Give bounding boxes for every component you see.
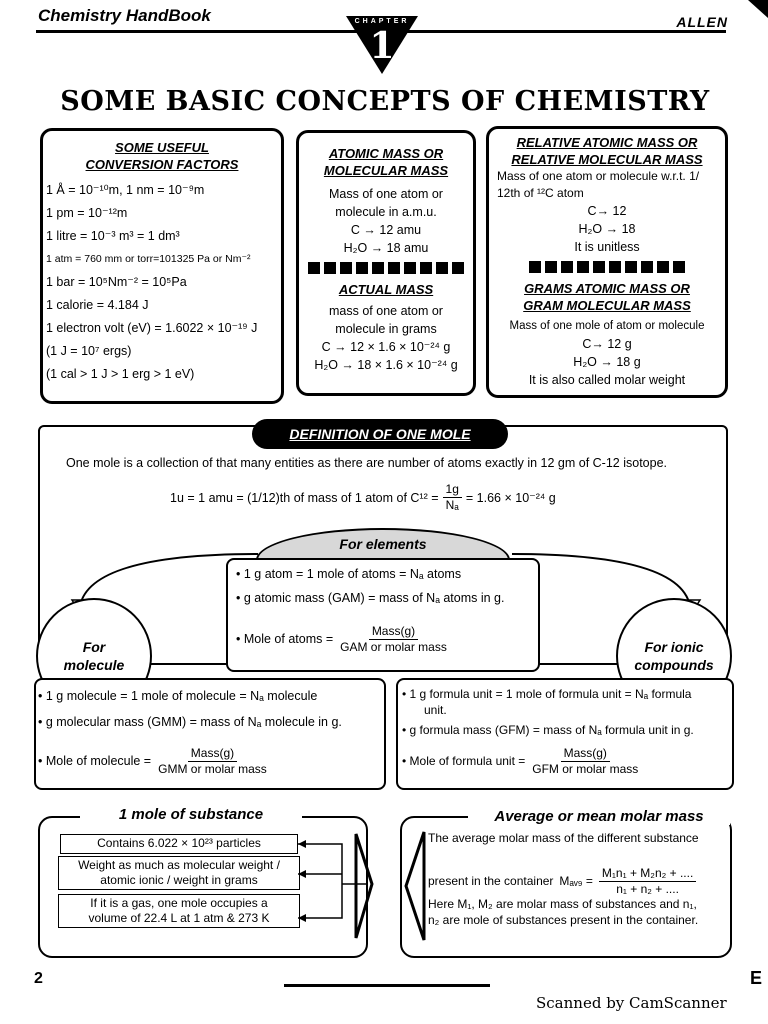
conversion-line: 1 litre = 10⁻³ m³ = 1 dm³ [46, 229, 180, 243]
molecule-bullet-1: • 1 g molecule = 1 mole of molecule = Nₐ molecule [38, 689, 318, 703]
molecule-fraction [155, 746, 270, 777]
average-formula [428, 866, 696, 897]
elements-bullet-2: • g atomic mass (GAM) = mass of Nₐ atoms in g. [236, 591, 505, 605]
conversion-line: (1 J = 10⁷ ergs) [46, 344, 132, 358]
ionic-numerator: Mass(g) [561, 746, 610, 762]
actual-mass-line: H₂O → 18 × 1.6 × 10⁻²⁴ g [314, 358, 458, 372]
definition-text: One mole is a collection of that many entities as there are number of atoms exactly in 12 gm of C-12 isotope. [66, 456, 667, 470]
substance-title: 1 mole of substance [80, 806, 302, 823]
average-line-2: present in the container [428, 874, 554, 888]
formula-right: = 1.66 × 10⁻²⁴ g [465, 491, 556, 505]
grams-heading-1: GRAMS ATOMIC MASS OR [524, 281, 690, 296]
margin-letter: E [749, 968, 762, 988]
substance-fact-2a: Weight as much as molecular weight / [78, 858, 280, 872]
scanner-watermark: Scanned by CamScanner [536, 994, 727, 1012]
conversion-line: 1 calorie = 4.184 J [46, 298, 149, 312]
ionic-bullet-1-cont: unit. [424, 703, 447, 717]
ionic-circle-line-1: For ionic [644, 639, 704, 655]
atomic-mass-heading-1: ATOMIC MASS OR [328, 146, 444, 161]
molecule-numerator: Mass(g) [188, 746, 237, 762]
conversion-heading-1: SOME USEFUL [115, 140, 209, 155]
elements-mole-label: • Mole of atoms = [236, 632, 334, 646]
ionic-bullet-2: • g formula mass (GFM) = mass of Nₐ formula unit in g. [402, 723, 694, 737]
ionic-denominator: GFM or molar mass [532, 762, 639, 776]
relative-heading-1: RELATIVE ATOMIC MASS OR [516, 135, 698, 150]
grams-line: H₂O → 18 g [573, 355, 641, 369]
handbook-title: Chemistry HandBook [38, 6, 211, 25]
average-line-4: n₂ are mole of substances present in the container. [428, 913, 699, 927]
formula-numerator: 1g [443, 482, 462, 498]
elements-denominator: GAM or molar mass [340, 640, 447, 654]
grams-line: Mass of one mole of atom or molecule [509, 320, 705, 332]
atomic-mass-box [296, 130, 476, 396]
average-line-3: Here M₁, M₂ are molar mass of substances and n₁, [428, 897, 697, 911]
actual-mass-line: mass of one atom or [329, 304, 443, 318]
conversion-line: 1 atm = 760 mm or torr=101325 Pa or Nm⁻² [46, 253, 251, 265]
chapter-number: 1 [369, 25, 395, 67]
relative-intro-1: Mass of one atom or molecule w.r.t. 1/ [497, 169, 700, 183]
substance-fact-3a: If it is a gas, one mole occupies a [90, 896, 268, 910]
ionic-box [396, 678, 734, 790]
elements-fraction [337, 624, 450, 655]
formula-left: 1u = 1 amu = (1/12)th of mass of 1 atom of C¹² = [170, 490, 439, 505]
conversion-line: 1 bar = 10⁵Nm⁻² = 10⁵Pa [46, 275, 187, 289]
elements-box [226, 558, 540, 672]
elements-title: For elements [339, 536, 427, 552]
substance-fact-2 [58, 856, 300, 890]
page-title: SOME BASIC CONCEPTS OF CHEMISTRY [60, 86, 710, 117]
conversion-factors-box [40, 128, 284, 404]
average-fraction [599, 866, 696, 897]
relative-heading-2: RELATIVE MOLECULAR MASS [511, 152, 703, 167]
ionic-fraction [529, 746, 641, 777]
actual-mass-line: molecule in grams [335, 322, 437, 336]
molecule-circle-line-1: For [82, 639, 106, 655]
atomic-mass-line: molecule in a.m.u. [335, 205, 437, 219]
formula-denominator: Nₐ [445, 498, 459, 512]
bottom-rule [284, 984, 490, 987]
formula-fraction [443, 482, 462, 513]
relative-line: C→ 12 [587, 204, 627, 218]
substance-fact-2b: atomic ionic / weight in grams [100, 873, 258, 887]
substance-fact-3 [58, 894, 300, 928]
average-m-label: Mₐᵥ₉ = [559, 874, 593, 888]
elements-bullet-3 [236, 624, 450, 655]
definition-banner: DEFINITION OF ONE MOLE [252, 419, 508, 449]
substance-fact-1: Contains 6.022 × 10²³ particles [60, 834, 298, 854]
actual-mass-line: C → 12 × 1.6 × 10⁻²⁴ g [321, 340, 451, 354]
divider-squares [299, 262, 473, 274]
conversion-heading-2: CONVERSION FACTORS [85, 157, 239, 172]
relative-intro-2: 12th of ¹²C atom [497, 186, 584, 200]
average-title: Average or mean molar mass [468, 808, 730, 825]
corner-mark [742, 0, 768, 18]
atomic-mass-line: H₂O → 18 amu [343, 241, 429, 255]
grams-heading-2: GRAM MOLECULAR MASS [523, 298, 691, 313]
molecule-bullet-2: • g molecular mass (GMM) = mass of Nₐ molecule in g. [38, 715, 342, 729]
atomic-mass-line: C → 12 amu [350, 223, 422, 237]
grams-line: It is also called molar weight [528, 373, 686, 387]
conversion-line: 1 electron volt (eV) = 1.6022 × 10⁻¹⁹ J [46, 321, 258, 335]
elements-numerator: Mass(g) [369, 624, 418, 640]
conversion-line: 1 Å = 10⁻¹⁰m, 1 nm = 10⁻⁹m [46, 183, 205, 197]
amu-formula [170, 482, 556, 513]
grams-line: C→ 12 g [582, 337, 632, 351]
molecule-denominator: GMM or molar mass [158, 762, 267, 776]
substance-arrows [298, 826, 378, 946]
ionic-bullet-1: • 1 g formula unit = 1 mole of formula unit = Nₐ formula [402, 687, 692, 701]
relative-mass-box [486, 126, 728, 398]
divider-squares [489, 261, 725, 273]
average-denominator: n₁ + n₂ + .... [616, 882, 679, 896]
page-number: 2 [34, 970, 43, 987]
molecule-bullet-3 [38, 746, 270, 777]
atomic-mass-heading-2: MOLECULAR MASS [323, 163, 449, 178]
ionic-circle-line-2: compounds [634, 657, 714, 673]
molecule-circle-line-2: molecule [63, 657, 125, 673]
brand-logo: ALLEN [676, 14, 728, 30]
molecule-box [34, 678, 386, 790]
ionic-mole-label: • Mole of formula unit = [402, 754, 526, 768]
relative-line: H₂O → 18 [578, 222, 636, 236]
conversion-line: (1 cal > 1 J > 1 erg > 1 eV) [46, 367, 195, 381]
average-line-1: The average molar mass of the different substance [428, 831, 699, 845]
elements-bullet-1: • 1 g atom = 1 mole of atoms = Nₐ atoms [236, 567, 462, 581]
molecule-mole-label: • Mole of molecule = [38, 754, 152, 768]
conversion-line: 1 pm = 10⁻¹²m [46, 206, 128, 220]
chapter-label: CHAPTER [354, 18, 410, 25]
atomic-mass-line: Mass of one atom or [329, 187, 443, 201]
substance-fact-3b: volume of 22.4 L at 1 atm & 273 K [88, 911, 270, 925]
average-numerator: M₁n₁ + M₂n₂ + .... [599, 866, 696, 882]
actual-mass-heading: ACTUAL MASS [338, 282, 434, 297]
relative-line: It is unitless [574, 240, 640, 254]
ionic-bullet-3 [402, 746, 641, 777]
